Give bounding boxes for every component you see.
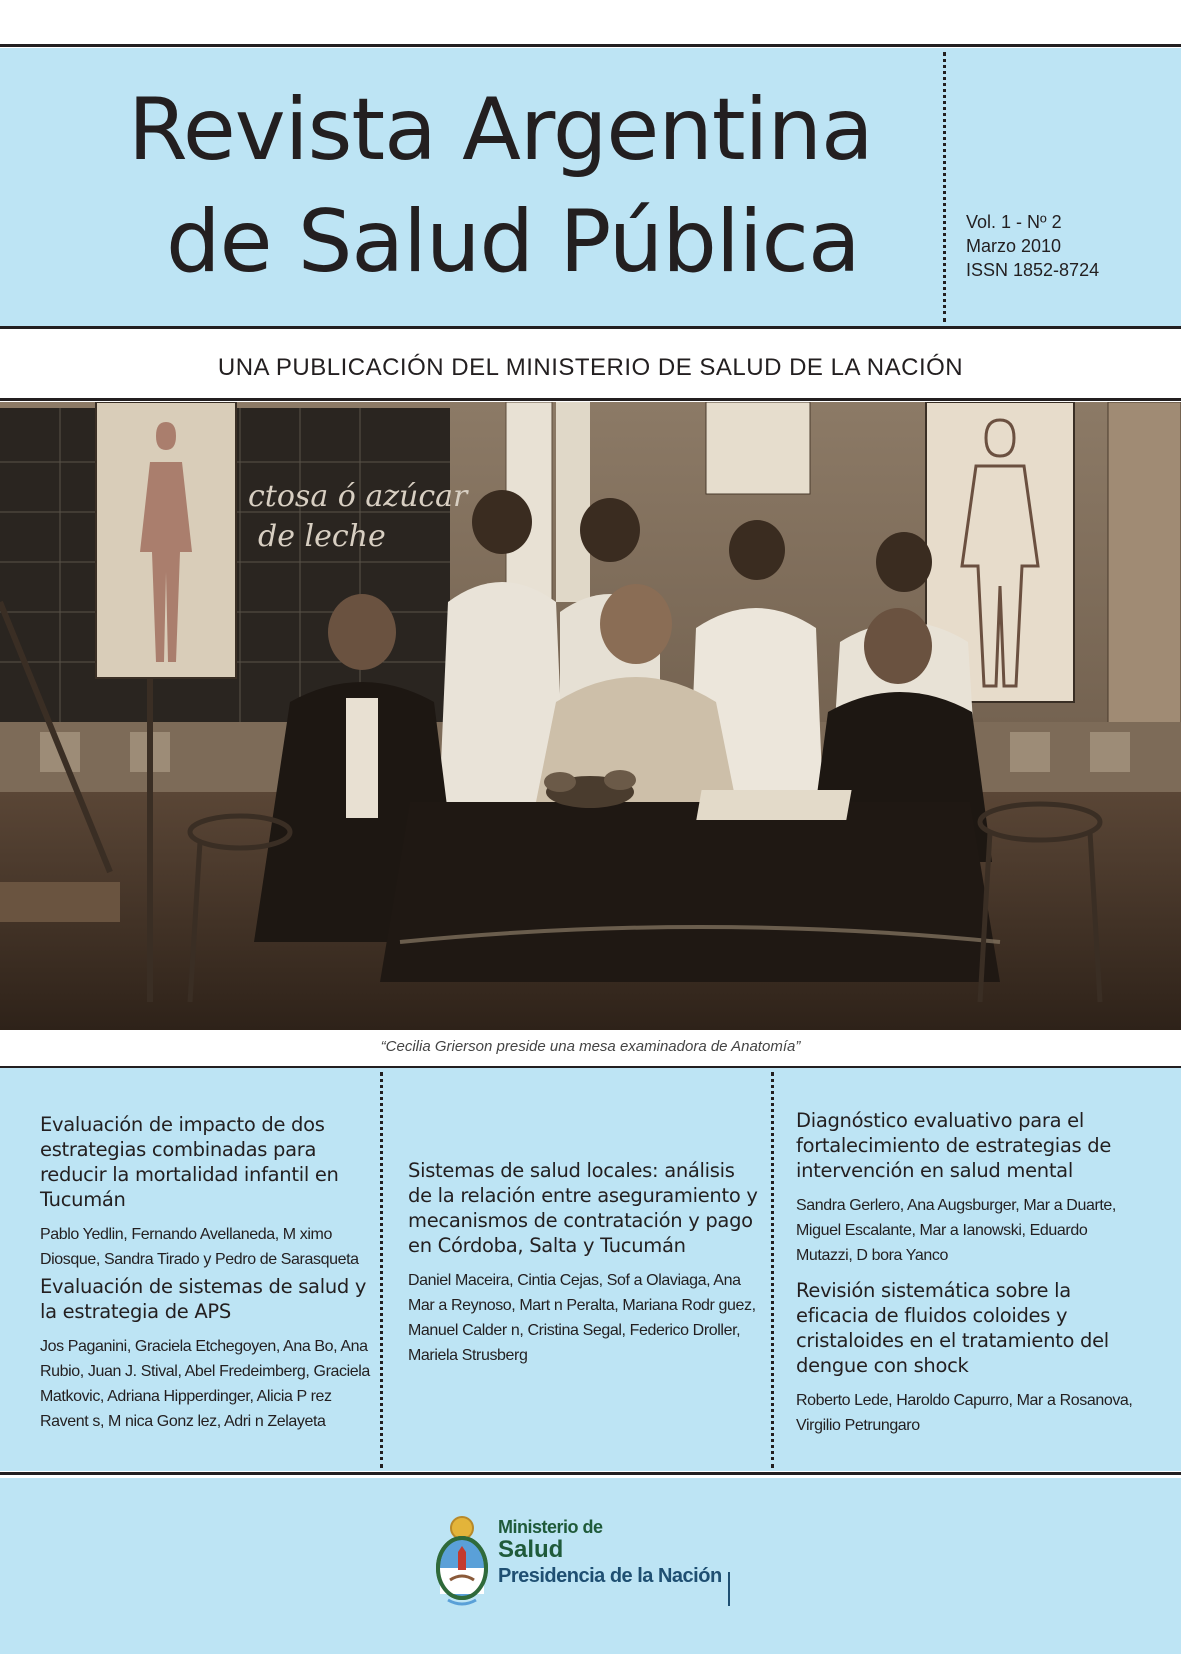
issue-issn: ISSN 1852-8724	[966, 260, 1100, 280]
logo-line-ministerio: Ministerio de	[498, 1517, 603, 1537]
article-title: Evaluación de impacto de dos estrategias combinadas para reducir la mortalidad infantil en Tucumán	[40, 1113, 339, 1211]
chalkboard-text-1: ctosa ó azúcar	[248, 479, 468, 514]
article-title: Evaluación de sistemas de salud y la estrategia de APS	[40, 1275, 367, 1323]
publication-subtitle: UNA PUBLICACIÓN DEL MINISTERIO DE SALUD DE LA NACIÓN	[217, 354, 964, 381]
logo-line-salud: Salud	[498, 1536, 564, 1563]
column-divider-2	[771, 1072, 774, 1468]
article-authors: Pablo Yedlin, Fernando Avellaneda, M ximo Diosque, Sandra Tirado y Pedro de Sarasqueta	[40, 1226, 359, 1268]
article-health-systems-aps[interactable]	[40, 1274, 370, 1434]
article-mental-health[interactable]	[796, 1108, 1146, 1268]
article-authors: Roberto Lede, Haroldo Capurro, Mar a Rosanova, Virgilio Petrungaro	[796, 1392, 1133, 1434]
photo-caption: “Cecilia Grierson preside una mesa examinadora de Anatomía”	[380, 1038, 801, 1055]
journal-title	[128, 74, 928, 298]
footer-top-rule	[0, 1472, 1181, 1475]
article-title: Diagnóstico evaluativo para el fortalecimiento de estrategias de intervención en salud mental	[796, 1109, 1112, 1182]
chalkboard-text-2: de leche	[258, 519, 386, 554]
journal-title-line2: de Salud Pública	[166, 192, 860, 292]
article-dengue-fluids[interactable]	[796, 1278, 1146, 1438]
article-authors: Jos Paganini, Graciela Etchegoyen, Ana Bo, Ana Rubio, Juan J. Stival, Abel Fredeimberg, Graciela Matkovic, Adriana Hipperdinger, Alicia P rez Ravent s, M nica Gonz lez, Adri n Zelayeta	[40, 1338, 370, 1430]
issue-info	[966, 210, 1099, 282]
issue-volume: Vol. 1 - Nº 2	[966, 212, 1062, 232]
article-local-health-systems[interactable]	[408, 1158, 758, 1368]
journal-title-line1: Revista Argentina	[128, 80, 873, 180]
masthead-bottom-rule	[0, 326, 1181, 329]
logo-line-presidencia: Presidencia de la Nación	[498, 1565, 722, 1587]
ministry-logo-text	[498, 1517, 722, 1589]
cover-photo	[0, 402, 1181, 1030]
logo-divider	[728, 1572, 730, 1606]
article-authors: Daniel Maceira, Cintia Cejas, Sof a Olaviaga, Ana Mar a Reynoso, Mart n Peralta, Mariana Rodr guez, Manuel Calder n, Cristina Segal, Federico Droller, Mariela Strusberg	[408, 1272, 756, 1364]
top-rule	[0, 44, 1181, 47]
cover-photo-illustration	[0, 402, 1181, 1030]
subtitle-bottom-rule	[0, 398, 1181, 401]
argentina-coat-of-arms-icon	[432, 1514, 492, 1608]
article-title: Sistemas de salud locales: análisis de la relación entre aseguramiento y mecanismos de contratación y pago en Córdoba, Salta y Tucumán	[408, 1159, 758, 1257]
article-infant-mortality[interactable]	[40, 1112, 370, 1272]
article-title: Revisión sistemática sobre la eficacia de fluidos coloides y cristaloides en el tratamiento del dengue con shock	[796, 1279, 1109, 1377]
issue-date: Marzo 2010	[966, 236, 1062, 256]
column-divider-1	[380, 1072, 383, 1468]
article-authors: Sandra Gerlero, Ana Augsburger, Mar a Duarte, Miguel Escalante, Mar a Ianowski, Eduardo Mutazzi, D bora Yanco	[796, 1197, 1116, 1264]
masthead-divider	[943, 52, 946, 322]
